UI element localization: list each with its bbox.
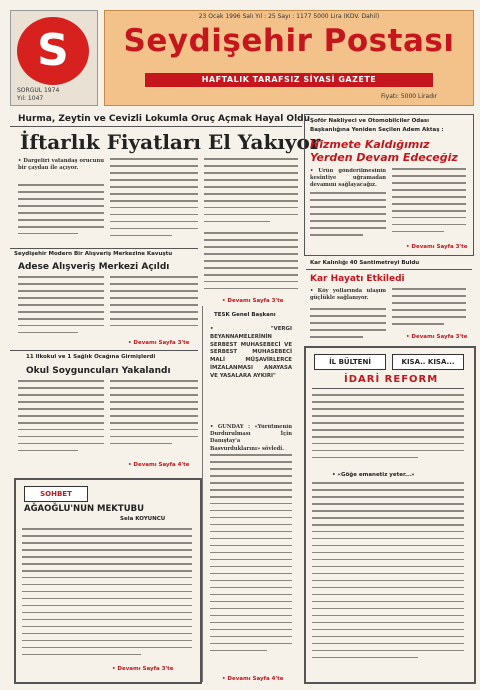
rule-kar xyxy=(306,269,472,270)
bayram-quote: • «Göğe emanetiz yeter...» xyxy=(332,472,415,478)
kar-continued: • Devamı Sayfa 3'te xyxy=(406,334,468,340)
bulten-body-2 xyxy=(312,482,464,674)
top-band-headline: Hurma, Zeytin ve Cevizli Lokumla Oruç Açmak Hayal Oldu xyxy=(18,114,310,124)
logo-meta xyxy=(17,87,91,103)
tesk-lead: • "VERGİ BEYANNAMELERİNİN SERBEST MUHASEBECİ VE SERBEST MUHASEBECİ MALİ MÜŞAVİRLERCE İMZALANMASI ANAYASA VE YASALARA AYKIRI" xyxy=(210,326,292,379)
price-line: Fiyatı: 5000 Liradır xyxy=(381,93,438,100)
avm-kicker: Seydişehir Modern Bir Alışveriş Merkezine Kavuştu xyxy=(14,251,173,257)
newspaper-subtitle: HAFTALIK TARAFSIZ SİYASİ GAZETE xyxy=(145,73,433,87)
main-body-col2 xyxy=(110,158,198,244)
nakliye-body-col1 xyxy=(310,192,386,248)
mektup-headline: AĞAOĞLU'NUN MEKTUBU xyxy=(24,504,144,514)
rule-idari xyxy=(312,388,464,389)
okul-body-col1 xyxy=(18,380,104,460)
date-line: 23 Ocak 1996 Salı Yıl : 25 Sayı : 1177 5000 Lira (KDV. Dahil) xyxy=(198,13,380,20)
masthead xyxy=(6,6,474,108)
tesk-body xyxy=(210,454,292,674)
avm-continued: • Devamı Sayfa 3'te xyxy=(128,340,190,346)
avm-body-col2 xyxy=(110,276,198,338)
main-body-col3b xyxy=(204,232,298,302)
mektup-author: Sela KOYUNCU xyxy=(120,516,166,522)
okul-body-col2 xyxy=(110,380,198,460)
tesk-continued: • Devamı Sayfa 4'te xyxy=(222,676,284,682)
gunday-quote: • GÜNDAY : «Yürütmenin Durdurulması İçin Danıştay'a Başvurduklarını» söyledi. xyxy=(210,424,292,450)
logo-disc xyxy=(17,17,89,85)
main-body-col3 xyxy=(204,158,298,228)
logo-letter: S xyxy=(37,25,69,76)
kar-headline: Kar Hayatı Etkiledi xyxy=(310,274,405,284)
main-body-col1 xyxy=(18,184,104,244)
idari-reform-headline: İDARİ REFORM xyxy=(344,374,439,385)
nakliye-body-col2 xyxy=(392,168,466,244)
main-headline: İftarlık Fiyatları El Yakıyor xyxy=(20,130,321,154)
kar-body-col2 xyxy=(392,288,466,332)
nakliye-lead: • Ürün gönderilmesinin kesintiye uğramadan devamını sağlayacağız. xyxy=(310,168,386,188)
meta-line-2: Yıl: 1047 xyxy=(17,95,44,102)
masthead-band xyxy=(104,10,474,106)
nakliye-continued: • Devamı Sayfa 3'te xyxy=(406,244,468,250)
okul-continued: • Devamı Sayfa 4'te xyxy=(128,462,190,468)
kar-lead: • Köy yollarında ulaşım güçlükle sağlanıyor. xyxy=(310,288,386,302)
rule-avm xyxy=(10,248,198,249)
mektup-continued: • Devamı Sayfa 3'te xyxy=(112,666,174,672)
okul-kicker: 11 Ilkokul ve 1 Sağlık Ocağına Girmişlerdi xyxy=(26,354,156,360)
rule-okul xyxy=(10,350,198,351)
kar-kicker: Kar Kalınlığı 40 Santimetreyi Buldu xyxy=(310,260,420,266)
avm-body-col1 xyxy=(18,276,104,338)
nakliye-kicker-2: Başkanlığına Yeniden Seçilen Adem Aktaş : xyxy=(310,127,444,133)
main-continued: • Devamı Sayfa 3'te xyxy=(222,298,284,304)
main-lead-text: • Dargeliri vatandaş orucunu bir çaydan ile açıyor. xyxy=(18,158,104,172)
mektup-body xyxy=(22,528,192,668)
col-divider xyxy=(202,306,203,682)
sohbet-label: SOHBET xyxy=(24,486,88,502)
bulten-label: İL BÜLTENİ xyxy=(314,354,386,370)
avm-headline: Adese Alışveriş Merkezi Açıldı xyxy=(18,262,170,272)
meta-line-1: SORGUL 1974 xyxy=(17,87,60,94)
nakliye-kicker-1: Şoför Nakliyeci ve Otomobilciler Odası xyxy=(310,118,430,124)
okul-headline: Okul Soyguncuları Yakalandı xyxy=(26,366,171,376)
newspaper-title: Seydişehir Postası xyxy=(123,23,455,59)
kisa-label: KISA.. KISA... xyxy=(392,354,464,370)
kar-body-col1 xyxy=(310,308,386,344)
nakliye-headline: Hizmete Kaldığımız Yerden Devam Edeceğiz xyxy=(310,138,458,164)
rule-under-band xyxy=(10,126,302,127)
tesk-kicker: TESK Genel Başkanı xyxy=(214,312,276,318)
logo-box xyxy=(10,10,98,106)
bulten-body-1 xyxy=(312,394,464,470)
